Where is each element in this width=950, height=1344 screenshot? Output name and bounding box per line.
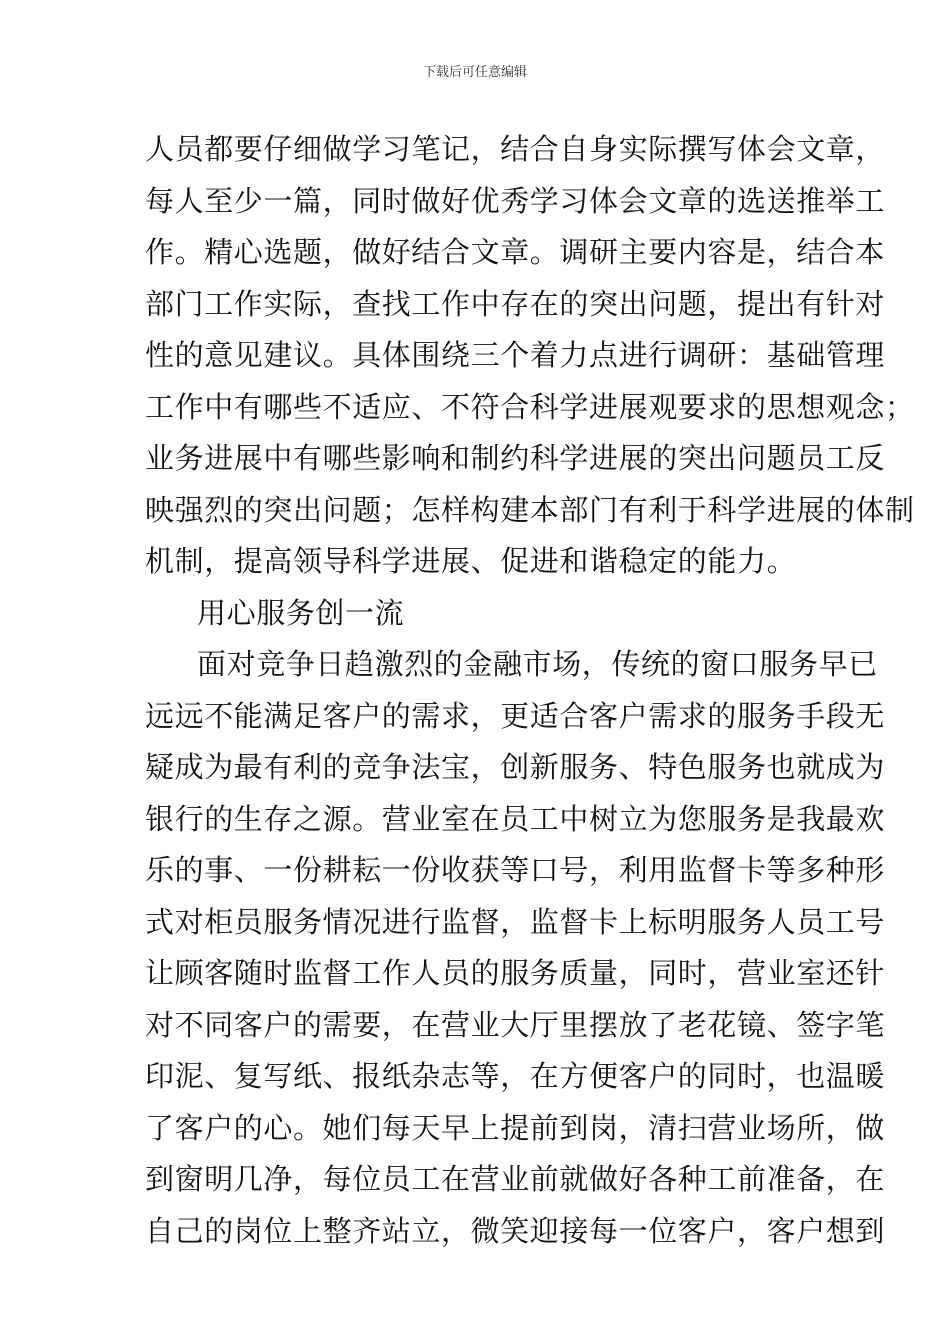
text-line: 了客户的心。她们每天早上提前到岗，清扫营业场所，做 [145, 1110, 886, 1145]
text-line: 到窗明几净，每位员工在营业前就做好各种工前准备，在 [145, 1162, 886, 1196]
text-line: 每人至少一篇，同时做好优秀学习体会文章的选送推举工 [145, 183, 886, 218]
text-line: 疑成为最有利的竞争法宝，创新服务、特色服务也就成为 [145, 750, 886, 784]
section-heading: 用心服务创一流 [197, 595, 405, 630]
text-line: 银行的生存之源。营业室在员工中树立为您服务是我最欢 [145, 801, 886, 836]
text-line: 业务进展中有哪些影响和制约科学进展的突出问题员工反 [145, 441, 886, 475]
text-line: 部门工作实际，查找工作中存在的突出问题，提出有针对 [145, 286, 886, 321]
text-line: 人员都要仔细做学习笔记，结合自身实际撰写体会文章， [145, 132, 886, 166]
text-line: 作。精心选题，做好结合文章。调研主要内容是，结合本 [145, 235, 886, 269]
document-body [145, 124, 915, 1257]
text-line: 机制，提高领导科学进展、促进和谐稳定的能力。 [145, 544, 797, 578]
text-line: 对不同客户的需要，在营业大厅里摆放了老花镜、签字笔 [145, 1007, 886, 1042]
text-line: 式对柜员服务情况进行监督，监督卡上标明服务人员工号 [145, 904, 886, 939]
text-line: 印泥、复写纸、报纸杂志等，在方便客户的同时，也温暖 [145, 1059, 886, 1093]
text-line: 映强烈的突出问题；怎样构建本部门有利于科学进展的体制 [145, 492, 915, 527]
text-line: 自己的岗位上整齐站立，微笑迎接每一位客户，客户想到 [145, 1213, 886, 1248]
text-line: 性的意见建议。具体围绕三个着力点进行调研：基础管理 [145, 338, 886, 372]
text-line: 面对竞争日趋激烈的金融市场，传统的窗口服务早已 [197, 647, 878, 681]
text-line: 工作中有哪些不适应、不符合科学进展观要求的思想观念； [145, 389, 915, 424]
text-line: 乐的事、一份耕耘一份收获等口号，利用监督卡等多种形 [145, 853, 886, 887]
text-line: 让顾客随时监督工作人员的服务质量，同时，营业室还针 [145, 956, 886, 990]
text-line: 远远不能满足客户的需求，更适合客户需求的服务手段无 [145, 698, 886, 733]
page-header: 下载后可任意编辑 [422, 65, 527, 80]
